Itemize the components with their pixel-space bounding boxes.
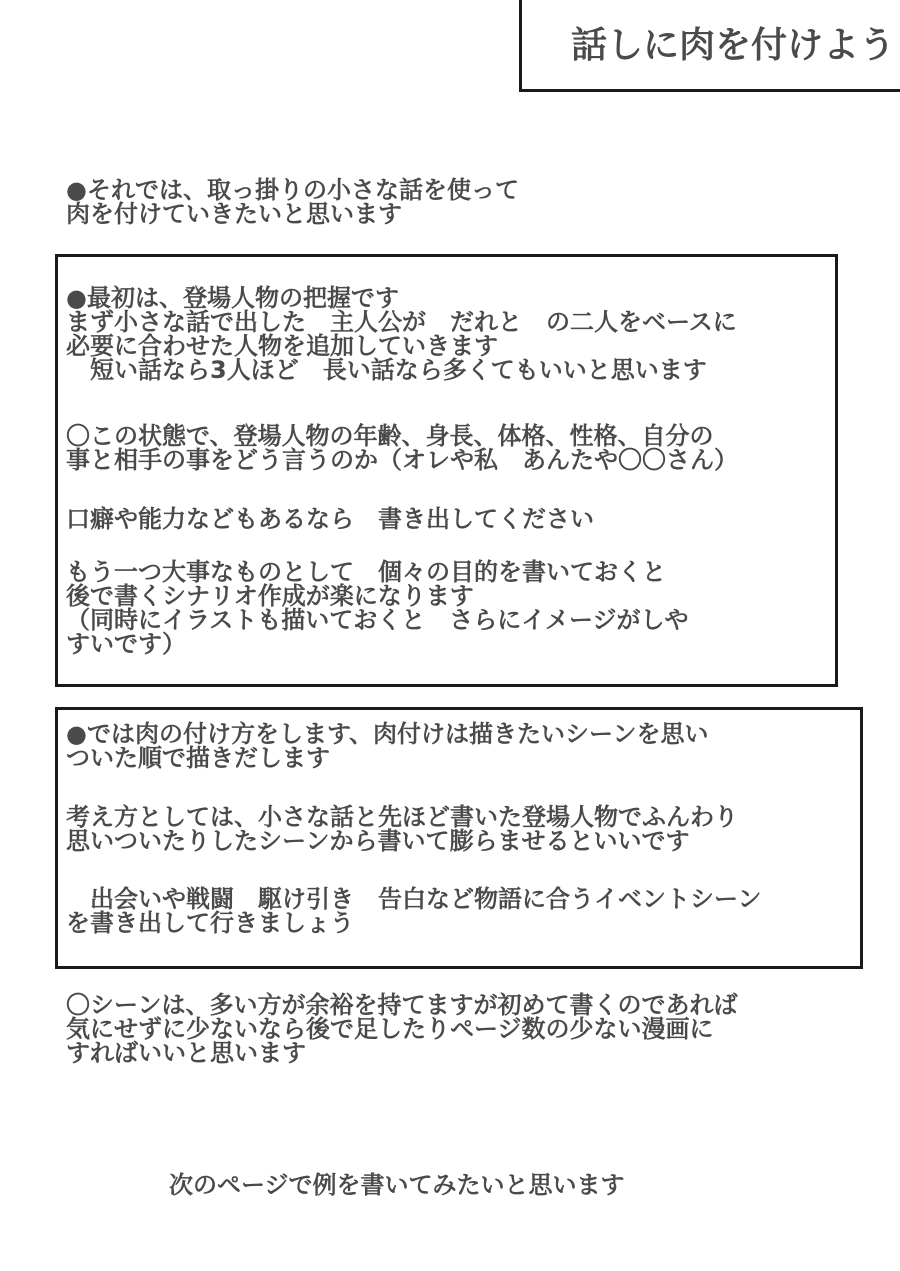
- scene-approach-text: 考え方としては、小さな話と先ほど書いた登場人物でふんわり 思いついたりしたシーンから書いて膨らませるといいです: [66, 803, 738, 855]
- character-intro-text: ●最初は、登場人物の把握です まず小さな話で出した 主人公が だれと の二人をベースに 必要に合わせた人物を追加していきます 短い話なら3人ほど 長い話なら多くてもいいと思います: [66, 284, 737, 384]
- scene-intro-text: ●では肉の付け方をします、肉付けは描きたいシーンを思い ついた順で描きだします: [66, 720, 709, 772]
- intro-text: ●それでは、取っ掛りの小さな話を使って 肉を付けていきたいと思います: [66, 176, 519, 228]
- event-scene-text: 出会いや戦闘 駆け引き 告白など物語に合うイベントシーン を書き出して行きましょう: [66, 885, 762, 937]
- next-page-text: 次のページで例を書いてみたいと思います: [169, 1171, 625, 1199]
- page-title: 話しに肉を付けよう: [571, 25, 896, 66]
- catchphrase-text: 口癖や能力などもあるなら 書き出してください: [66, 505, 594, 533]
- scene-note-text: 〇シーンは、多い方が余裕を持てますが初めて書くのであれば 気にせずに少ないなら後で足したりページ数の少ない漫画に すればいいと思います: [66, 991, 738, 1067]
- goal-text: もう一つ大事なものとして 個々の目的を書いておくと 後で書くシナリオ作成が楽になります （同時にイラストも描いておくと さらにイメージがしや すいです）: [66, 558, 689, 658]
- character-details-text: 〇この状態で、登場人物の年齢、身長、体格、性格、自分の 事と相手の事をどう言うのか（オレや私 あんたや〇〇さん）: [66, 422, 738, 474]
